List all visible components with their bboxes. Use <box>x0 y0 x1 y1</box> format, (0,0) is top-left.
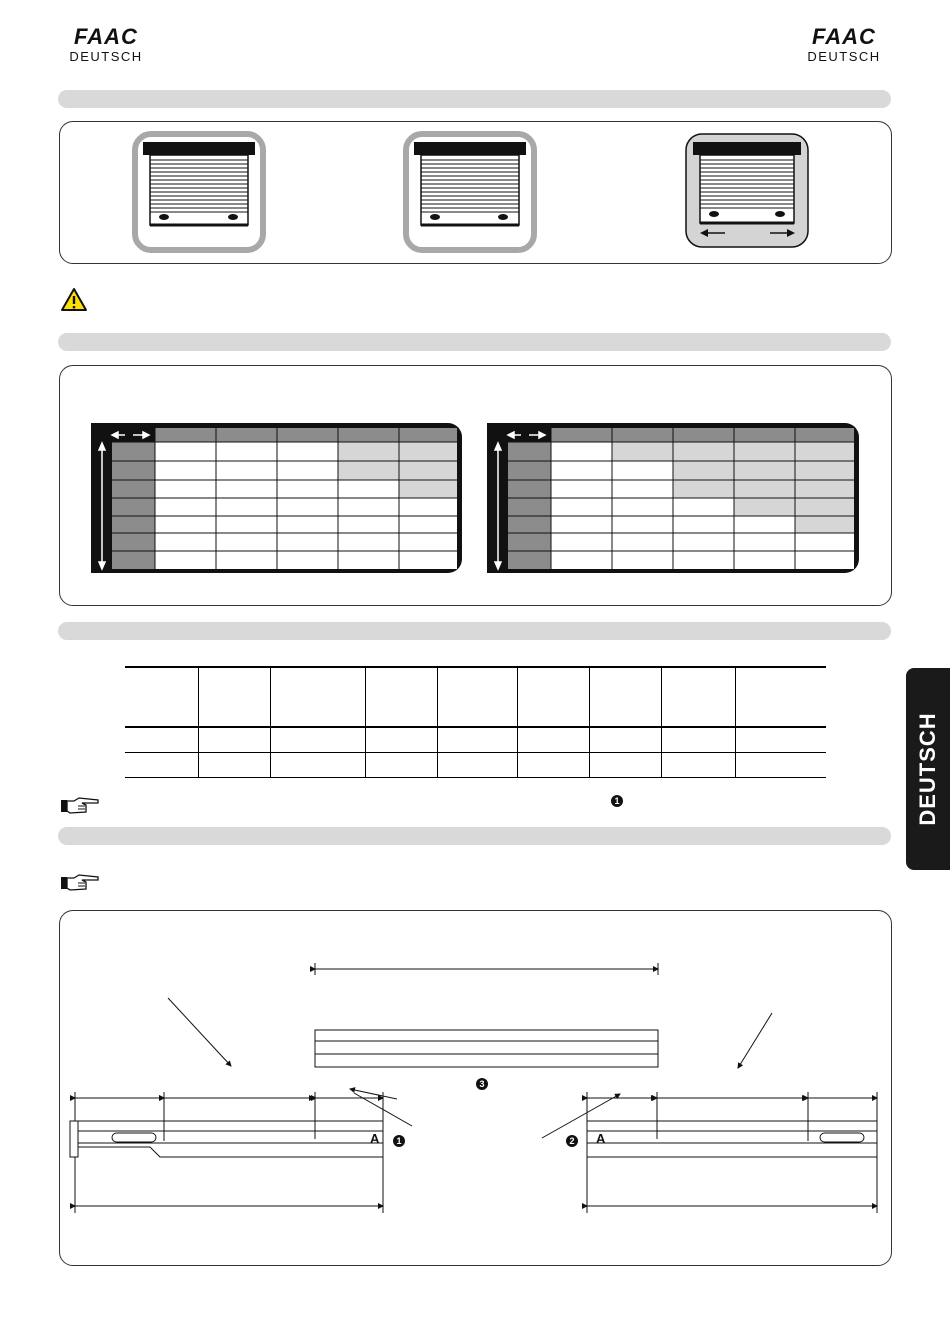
language-side-tab <box>906 668 950 870</box>
grid-tables <box>60 366 891 605</box>
section-bar-2 <box>58 333 891 351</box>
callout-number: 3 <box>476 1078 488 1090</box>
spec-table <box>125 666 826 778</box>
logo-language: DEUTSCH <box>69 49 143 64</box>
table-header-row <box>125 667 826 727</box>
profile-end-mark: A <box>596 1131 606 1146</box>
door-illustration-2 <box>406 134 534 250</box>
logo-language: DEUTSCH <box>807 49 881 64</box>
door-types-panel <box>59 121 892 264</box>
grid-table-right <box>487 423 859 573</box>
pointing-hand-icon <box>60 796 100 816</box>
faac-logo-left <box>56 26 156 64</box>
door-illustrations <box>60 122 891 263</box>
profile-diagram <box>60 911 891 1265</box>
callout-number: 2 <box>566 1135 578 1147</box>
grid-table-left <box>91 423 462 573</box>
table-row <box>125 753 826 778</box>
profile-diagram-panel <box>59 910 892 1266</box>
logo-mark: FAAC <box>812 24 876 49</box>
section-bar-3 <box>58 622 891 640</box>
logo-mark: FAAC <box>74 24 138 49</box>
callout-number: 1 <box>611 795 623 807</box>
section-bar-1 <box>58 90 891 108</box>
door-illustration-3 <box>686 134 808 247</box>
grid-tables-panel <box>59 365 892 606</box>
table-row <box>125 727 826 753</box>
warning-icon <box>60 287 88 313</box>
faac-logo-right <box>794 26 894 64</box>
pointing-hand-icon <box>60 873 100 893</box>
profile-end-mark: A <box>370 1131 380 1146</box>
door-illustration-1 <box>135 134 263 250</box>
callout-number: 1 <box>393 1135 405 1147</box>
side-tab-label: DEUTSCH <box>915 712 940 826</box>
section-bar-4 <box>58 827 891 845</box>
